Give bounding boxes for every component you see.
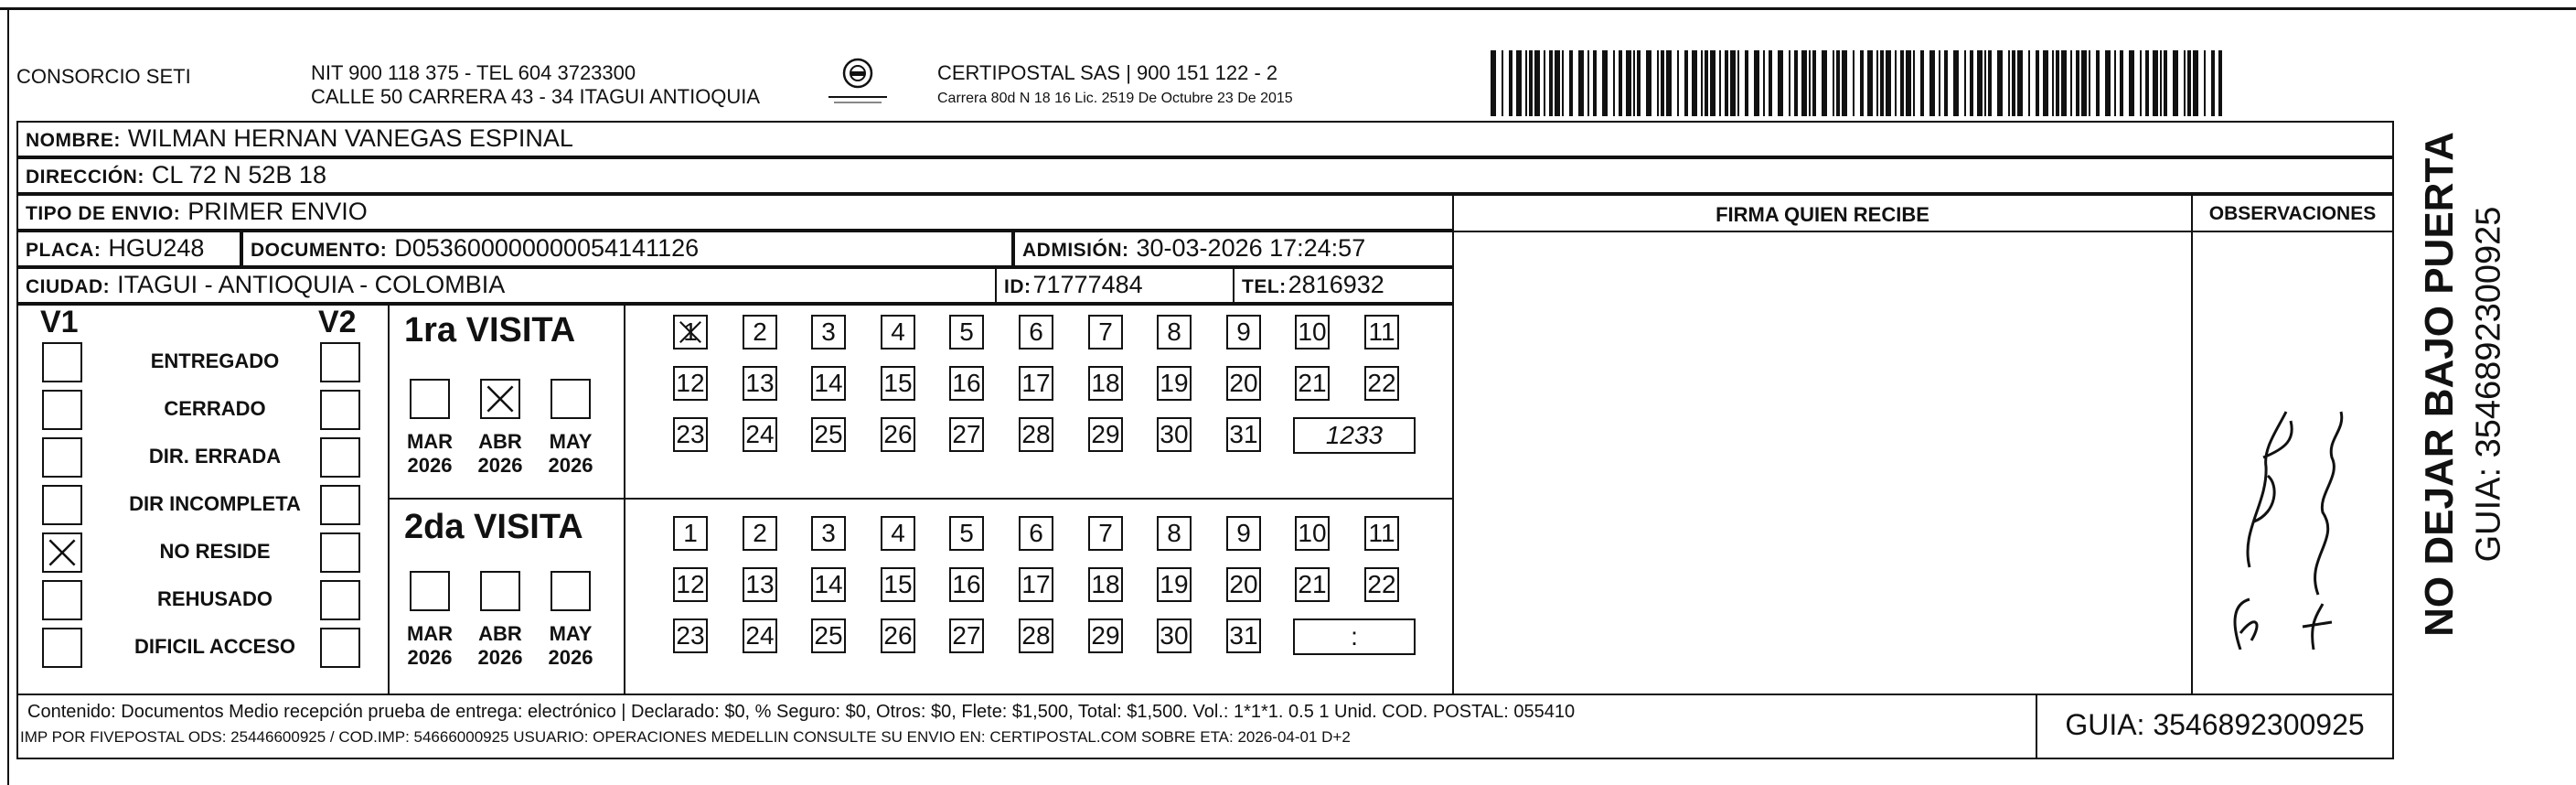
- month-checkbox[interactable]: [410, 379, 450, 419]
- day-box[interactable]: 11: [1364, 516, 1399, 551]
- day-box[interactable]: 13: [743, 567, 777, 602]
- barcode-bar: [1529, 50, 1533, 116]
- day-box[interactable]: 22: [1364, 567, 1399, 602]
- barcode-bar: [2140, 50, 2142, 116]
- day-box[interactable]: 14: [811, 567, 846, 602]
- documento-value: D053600000000054141126: [394, 234, 700, 262]
- barcode-bar: [1953, 50, 1959, 116]
- ciudad-cell: [16, 267, 997, 304]
- barcode-bar: [1637, 50, 1641, 116]
- v1-checkbox[interactable]: [42, 580, 82, 620]
- barcode-bar: [1684, 50, 1688, 116]
- company-name: CONSORCIO SETI: [16, 65, 191, 88]
- day-box[interactable]: 28: [1019, 417, 1053, 452]
- certipostal-line: CERTIPOSTAL SAS | 900 151 122 - 2: [937, 61, 1278, 84]
- barcode-bar: [1778, 50, 1783, 116]
- barcode-bar: [1988, 50, 1992, 116]
- barcode-bar: [1549, 50, 1553, 116]
- barcode-bar: [2173, 50, 2178, 116]
- month-checkbox[interactable]: [550, 379, 591, 419]
- barcode-bar: [1587, 50, 1589, 116]
- barcode-bar: [1569, 50, 1573, 116]
- month-label: MAY: [549, 430, 593, 453]
- v2-checkbox[interactable]: [320, 532, 360, 573]
- status-label: NO RESIDE: [159, 540, 271, 563]
- barcode-bar: [2012, 50, 2015, 116]
- day-box[interactable]: 9: [1226, 516, 1261, 551]
- barcode-bar: [1509, 50, 1512, 116]
- day-box[interactable]: 15: [881, 366, 915, 401]
- month-year: 2026: [477, 646, 523, 669]
- license-line: Carrera 80d N 18 16 Lic. 2519 De Octubre 23 De 2015: [937, 91, 1293, 106]
- nombre-value: WILMAN HERNAN VANEGAS ESPINAL: [127, 124, 573, 152]
- barcode-bar: [1562, 50, 1564, 116]
- month-year: 2026: [548, 454, 593, 477]
- barcode-bar: [1929, 50, 1935, 116]
- barcode-bar: [1867, 50, 1873, 116]
- observaciones-header: OBSERVACIONES: [2208, 203, 2377, 224]
- barcode-bar: [1633, 50, 1635, 116]
- day-box[interactable]: 14: [811, 366, 846, 401]
- barcode-bar: [1613, 50, 1615, 116]
- barcode-bar: [2070, 50, 2072, 116]
- day-box[interactable]: 18: [1088, 366, 1123, 401]
- barcode-bar: [1544, 50, 1545, 116]
- footer-line1: Contenido: Documentos Medio recepción prueba de entrega: electrónico | Declarado: $0, % Seguro: $0, Otros: $0, Flete: $1,500, Total: $1,500. Vol.: 1*1*1. 0.5 1 Unid. COD. POSTAL: 055410: [27, 702, 1576, 722]
- barcode-bar: [1657, 50, 1659, 116]
- direccion-value: CL 72 N 52B 18: [151, 161, 326, 188]
- address-line: CALLE 50 CARRERA 43 - 34 ITAGUI ANTIOQUIA: [311, 85, 761, 108]
- barcode-bar: [1876, 50, 1878, 116]
- v1-checkbox[interactable]: [42, 628, 82, 668]
- barcode-bar: [1886, 50, 1891, 116]
- v1-checkbox[interactable]: [42, 532, 82, 573]
- day-box[interactable]: 29: [1088, 618, 1123, 653]
- day-box[interactable]: 10: [1295, 516, 1330, 551]
- day-box[interactable]: 11: [1364, 315, 1399, 349]
- no-dejar-bajo-puerta: NO DEJAR BAJO PUERTA: [2417, 132, 2462, 637]
- day-box[interactable]: 2: [743, 516, 777, 551]
- day-box[interactable]: 20: [1226, 366, 1261, 401]
- barcode-bar: [1730, 50, 1736, 116]
- day-box[interactable]: 27: [949, 417, 984, 452]
- firma-area: [1452, 194, 2193, 695]
- status-label: DIFICIL ACCESO: [134, 635, 295, 658]
- barcode-bar: [1602, 50, 1608, 116]
- v2-checkbox[interactable]: [320, 390, 360, 430]
- month-label: MAR: [406, 430, 454, 453]
- v2-checkbox[interactable]: [320, 342, 360, 382]
- barcode-bar: [2184, 50, 2186, 116]
- barcode-bar: [1516, 50, 1522, 116]
- barcode-bar: [1502, 50, 1503, 116]
- barcode-bar: [2089, 50, 2090, 116]
- day-box[interactable]: 29: [1088, 417, 1123, 452]
- id-label: ID:: [1004, 276, 1031, 297]
- day-box[interactable]: 4: [881, 516, 915, 551]
- barcode-bar: [1701, 50, 1703, 116]
- day-box[interactable]: 19: [1157, 567, 1192, 602]
- day-box[interactable]: 13: [743, 366, 777, 401]
- barcode-bar: [1737, 50, 1739, 116]
- v1-label: V1: [40, 305, 79, 339]
- barcode-bar: [2160, 50, 2162, 116]
- barcode-bar: [1789, 50, 1790, 116]
- documento-label: DOCUMENTO:: [251, 240, 388, 261]
- side-guia: GUIA: 3546892300925: [2469, 206, 2508, 563]
- barcode-bar: [2056, 50, 2059, 116]
- barcode-bar: [2129, 50, 2134, 116]
- day-box[interactable]: 27: [949, 618, 984, 653]
- nit-line: NIT 900 118 375 - TEL 604 3723300: [311, 61, 636, 84]
- barcode-bar: [2164, 50, 2167, 116]
- day-box[interactable]: [673, 315, 708, 349]
- day-box[interactable]: 23: [673, 417, 708, 452]
- barcode-bar: [1853, 50, 1855, 116]
- ciudad-label: CIUDAD:: [26, 276, 111, 297]
- placa-cell: [16, 231, 241, 267]
- admision-value: 30-03-2026 17:24:57: [1136, 234, 1366, 262]
- barcode-bar: [1913, 50, 1915, 116]
- v2-checkbox[interactable]: [320, 437, 360, 478]
- barcode-bar: [1900, 50, 1904, 116]
- barcode-bar: [2145, 50, 2149, 116]
- barcode-bar: [1977, 50, 1983, 116]
- month-year: 2026: [407, 646, 453, 669]
- time-box[interactable]: :: [1293, 618, 1416, 655]
- barcode-bar: [1833, 50, 1834, 116]
- barcode-bar: [1619, 50, 1622, 116]
- barcode-bar: [1725, 50, 1728, 116]
- day-box[interactable]: 25: [811, 618, 846, 653]
- day-box[interactable]: 25: [811, 417, 846, 452]
- day-box[interactable]: 2: [743, 315, 777, 349]
- footer-line2: IMP POR FIVEPOSTAL ODS: 25446600925 / COD.IMP: 54666000925 USUARIO: OPERACIONES MEDELLIN CONSULTE SU ENVIO EN: CERTIPOSTAL.COM SOBRE ETA: 2026-04-01 D+2: [20, 728, 1351, 746]
- barcode-bar: [2218, 50, 2222, 116]
- placa-value: HGU248: [108, 234, 205, 262]
- day-box[interactable]: 18: [1088, 567, 1123, 602]
- day-box-number: 1: [683, 317, 698, 346]
- barcode-bar: [1754, 50, 1759, 116]
- certipostal-logo-icon: [821, 57, 894, 108]
- barcode-bar: [2043, 50, 2048, 116]
- barcode-bar: [2105, 50, 2111, 116]
- status-label: ENTREGADO: [150, 349, 280, 372]
- tel-value: 2816932: [1288, 271, 1384, 298]
- day-box[interactable]: 6: [1019, 315, 1053, 349]
- handwritten-observation-signature: [2213, 375, 2359, 650]
- admision-cell: [1013, 231, 1454, 267]
- month-checkbox[interactable]: [410, 571, 450, 611]
- barcode-bar: [1705, 50, 1708, 116]
- day-box[interactable]: 7: [1088, 315, 1123, 349]
- month-label: MAY: [549, 622, 593, 645]
- day-box[interactable]: 6: [1019, 516, 1053, 551]
- barcode-bar: [1970, 50, 1973, 116]
- direccion-row: [16, 157, 2394, 194]
- day-box[interactable]: 7: [1088, 516, 1123, 551]
- barcode-bar: [1626, 50, 1631, 116]
- month-label: ABR: [478, 430, 522, 453]
- visit2-title: 2da VISITA: [404, 508, 583, 546]
- barcode-bar: [2187, 50, 2191, 116]
- barcode-bar: [1964, 50, 1966, 116]
- day-box[interactable]: 16: [949, 567, 984, 602]
- v2-checkbox[interactable]: [320, 580, 360, 620]
- day-box[interactable]: 16: [949, 366, 984, 401]
- visit1-title: 1ra VISITA: [404, 311, 576, 349]
- firma-header-rule: [1452, 231, 2193, 232]
- barcode-bar: [1836, 50, 1840, 116]
- barcode-bar: [1745, 50, 1748, 116]
- tipo-envio-row: [16, 194, 1454, 231]
- barcode-bar: [1666, 50, 1672, 116]
- barcode-bar: [1719, 50, 1721, 116]
- day-box[interactable]: 17: [1019, 567, 1053, 602]
- barcode-bar: [2096, 50, 2100, 116]
- tel-label: TEL:: [1242, 276, 1287, 297]
- id-cell: [995, 267, 1235, 304]
- footer-guia: GUIA: 3546892300925: [2065, 708, 2365, 741]
- v1-checkbox[interactable]: [42, 437, 82, 478]
- day-box[interactable]: 30: [1157, 417, 1192, 452]
- barcode-bar: [1692, 50, 1697, 116]
- barcode-bar: [2028, 50, 2030, 116]
- barcode-bar: [1984, 50, 1986, 116]
- direccion-label: DIRECCIÓN:: [26, 167, 144, 188]
- barcode-bar: [1812, 50, 1816, 116]
- day-box[interactable]: 19: [1157, 366, 1192, 401]
- status-label: DIR. ERRADA: [148, 445, 282, 468]
- day-box[interactable]: 5: [949, 315, 984, 349]
- barcode-bar: [2193, 50, 2198, 116]
- status-label: DIR INCOMPLETA: [129, 492, 301, 515]
- barcode-bar: [2061, 50, 2067, 116]
- ciudad-value: ITAGUI - ANTIOQUIA - COLOMBIA: [117, 271, 506, 298]
- barcode-bar: [2204, 50, 2206, 116]
- day-box[interactable]: 17: [1019, 366, 1053, 401]
- day-box[interactable]: 12: [673, 366, 708, 401]
- barcode-bar: [1593, 50, 1597, 116]
- barcode-bar: [1906, 50, 1911, 116]
- month-year: 2026: [548, 646, 593, 669]
- nombre-row: [16, 121, 2394, 157]
- barcode-bar: [2120, 50, 2123, 116]
- barcode-bar: [1794, 50, 1798, 116]
- barcode-bar: [1491, 50, 1496, 116]
- status-label: REHUSADO: [157, 587, 273, 610]
- firma-header: FIRMA QUIEN RECIBE: [1716, 203, 1929, 226]
- tipo-label: TIPO DE ENVIO:: [26, 203, 181, 224]
- barcode-bar: [2017, 50, 2023, 116]
- observaciones-header-rule: [2191, 231, 2394, 232]
- day-box[interactable]: 31: [1226, 417, 1261, 452]
- v2-checkbox[interactable]: [320, 485, 360, 525]
- day-box[interactable]: 9: [1226, 315, 1261, 349]
- day-box[interactable]: 3: [811, 315, 846, 349]
- day-box[interactable]: 22: [1364, 366, 1399, 401]
- v1-checkbox[interactable]: [42, 342, 82, 382]
- barcode-bar: [1920, 50, 1924, 116]
- barcode-bar: [1880, 50, 1884, 116]
- barcode-bar: [1646, 50, 1651, 116]
- v1-checkbox[interactable]: [42, 390, 82, 430]
- barcode: [1491, 50, 2222, 116]
- barcode-bar: [2081, 50, 2087, 116]
- barcode-bar: [2114, 50, 2116, 116]
- barcode-bar: [1661, 50, 1664, 116]
- barcode-bar: [2076, 50, 2079, 116]
- documento-cell: [241, 231, 1013, 267]
- v1-checkbox[interactable]: [42, 485, 82, 525]
- tipo-value: PRIMER ENVIO: [187, 198, 368, 225]
- day-box[interactable]: 28: [1019, 618, 1053, 653]
- day-box[interactable]: 24: [743, 417, 777, 452]
- month-checkbox[interactable]: [550, 571, 591, 611]
- day-box[interactable]: 3: [811, 516, 846, 551]
- day-box[interactable]: 30: [1157, 618, 1192, 653]
- day-box[interactable]: 12: [673, 567, 708, 602]
- tel-cell: [1233, 267, 1454, 304]
- v2-label: V2: [318, 305, 357, 339]
- barcode-bar: [1809, 50, 1811, 116]
- month-checkbox[interactable]: [480, 571, 520, 611]
- v2-checkbox[interactable]: [320, 628, 360, 668]
- month-checkbox[interactable]: [480, 379, 520, 419]
- barcode-bar: [1578, 50, 1584, 116]
- day-box[interactable]: 21: [1295, 567, 1330, 602]
- barcode-bar: [2052, 50, 2054, 116]
- barcode-bar: [1860, 50, 1864, 116]
- nombre-label: NOMBRE:: [26, 130, 121, 151]
- left-border: [7, 7, 9, 785]
- placa-label: PLACA:: [26, 240, 102, 261]
- day-box[interactable]: 15: [881, 567, 915, 602]
- day-box[interactable]: 8: [1157, 516, 1192, 551]
- barcode-bar: [1555, 50, 1560, 116]
- month-year: 2026: [407, 454, 453, 477]
- day-box[interactable]: 24: [743, 618, 777, 653]
- day-box[interactable]: 23: [673, 618, 708, 653]
- barcode-bar: [2211, 50, 2215, 116]
- month-label: ABR: [478, 622, 522, 645]
- barcode-bar: [1944, 50, 1948, 116]
- day-box[interactable]: 26: [881, 618, 915, 653]
- barcode-bar: [1677, 50, 1679, 116]
- day-box[interactable]: 31: [1226, 618, 1261, 653]
- barcode-bar: [1997, 50, 2003, 116]
- day-box[interactable]: 20: [1226, 567, 1261, 602]
- time-box[interactable]: 1233: [1293, 417, 1416, 454]
- barcode-bar: [1842, 50, 1847, 116]
- day-box[interactable]: 10: [1295, 315, 1330, 349]
- x-mark-icon: [485, 383, 516, 414]
- admision-label: ADMISIÓN:: [1022, 240, 1129, 261]
- day-box[interactable]: 4: [881, 315, 915, 349]
- barcode-bar: [2008, 50, 2010, 116]
- month-label: MAR: [406, 622, 454, 645]
- barcode-bar: [1801, 50, 1807, 116]
- day-box[interactable]: 5: [949, 516, 984, 551]
- barcode-bar: [1895, 50, 1897, 116]
- barcode-bar: [1763, 50, 1765, 116]
- barcode-bar: [1769, 50, 1772, 116]
- month-year: 2026: [477, 454, 523, 477]
- barcode-bar: [2153, 50, 2158, 116]
- barcode-bar: [2036, 50, 2039, 116]
- barcode-bar: [1939, 50, 1940, 116]
- day-box[interactable]: 8: [1157, 315, 1192, 349]
- barcode-bar: [1822, 50, 1827, 116]
- day-box[interactable]: 21: [1295, 366, 1330, 401]
- day-box[interactable]: 1: [673, 516, 708, 551]
- x-mark-icon: [47, 537, 78, 568]
- barcode-bar: [1525, 50, 1527, 116]
- day-box[interactable]: 26: [881, 417, 915, 452]
- top-border: [0, 7, 2576, 10]
- barcode-bar: [1710, 50, 1716, 116]
- barcode-bar: [1534, 50, 1540, 116]
- status-label: CERRADO: [164, 397, 266, 420]
- id-value: 71777484: [1032, 271, 1143, 298]
